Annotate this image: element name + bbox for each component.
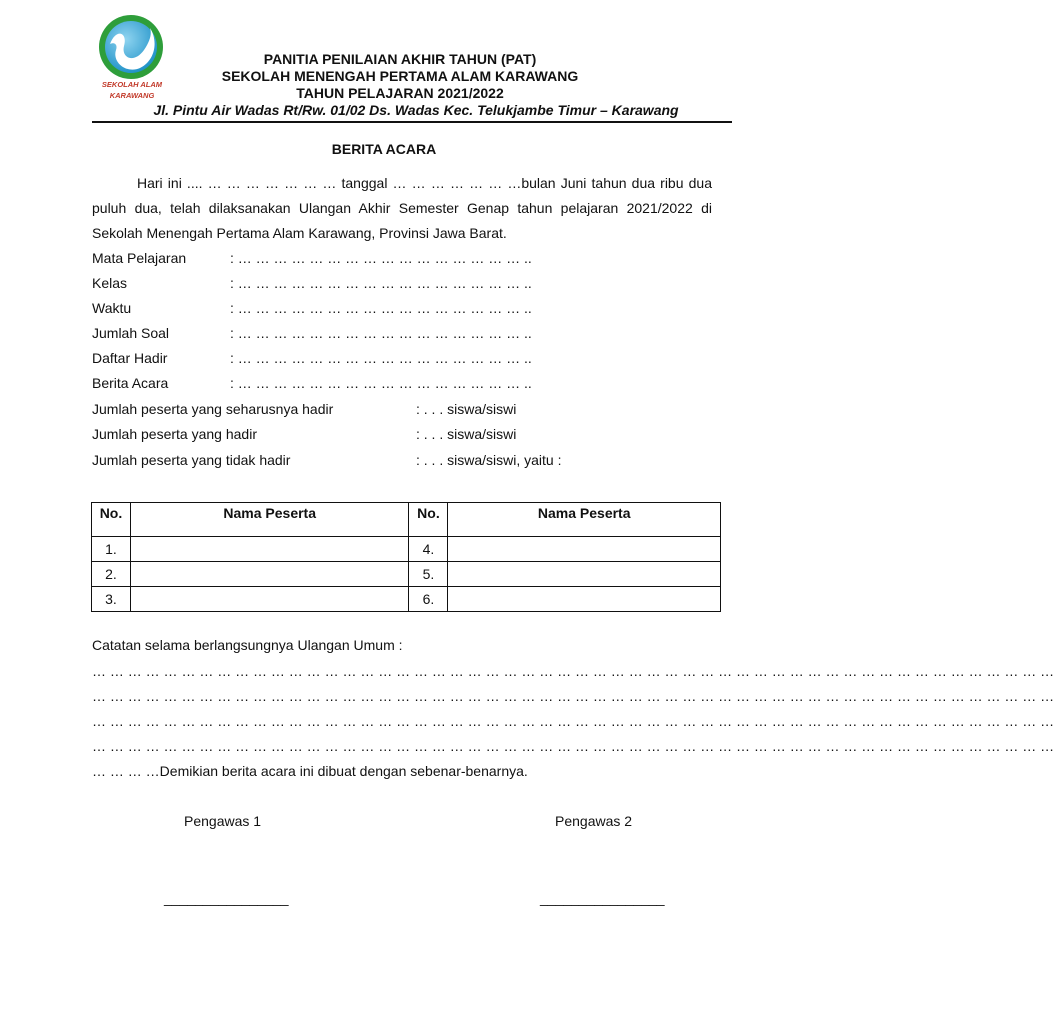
count-label-expected: Jumlah peserta yang seharusnya hadir: [92, 401, 334, 417]
count-label-present: Jumlah peserta yang hadir: [92, 426, 257, 442]
table-header-row: [92, 503, 721, 537]
table-row: [92, 537, 721, 562]
field-value-waktu: : … … … … … … … … … … … … … … … … ..: [230, 300, 532, 316]
participants-table: [91, 502, 721, 612]
intro-paragraph: [92, 171, 712, 246]
field-label-jumlah-soal: Jumlah Soal: [92, 325, 170, 341]
field-value-kelas: : … … … … … … … … … … … … … … … … ..: [230, 275, 532, 291]
signature-line-pengawas-1: ________________: [164, 890, 289, 906]
field-label-mata-pelajaran: Mata Pelajaran: [92, 250, 187, 266]
signature-label-pengawas-1: Pengawas 1: [184, 813, 262, 829]
table-cell-no: 2.: [92, 562, 131, 587]
field-label-berita-acara: Berita Acara: [92, 375, 169, 391]
table-header-name-1: Nama Peserta: [130, 503, 409, 537]
table-row: [92, 562, 721, 587]
table-cell-name[interactable]: [130, 587, 409, 612]
count-value-present: : . . . siswa/siswi: [416, 426, 517, 442]
document-title: BERITA ACARA: [331, 141, 437, 157]
logo-text-line1: SEKOLAH ALAM: [101, 80, 163, 89]
intro-text: Hari ini .... … … … … … … … tanggal … … … … … … …bulan Juni tahun dua ribu dua puluh dua, telah dilaksanakan Ulangan Akhir Semester Genap tahun pelajaran 2021/2022 di Sekolah Menengah Pertama Alam Karawang, Provinsi Jawa Barat.: [92, 175, 712, 241]
notes-dots-line-4: … … … … … … … … … … … … … … … … … … … … … … … … … … … … … … … … … … … … … … … … … … … … … … … … … … … … … …: [92, 738, 1054, 754]
table-cell-no: 3.: [92, 587, 131, 612]
table-header-no-2: No.: [409, 503, 448, 537]
table-cell-no: 4.: [409, 537, 448, 562]
notes-dots-line-2: … … … … … … … … … … … … … … … … … … … … … … … … … … … … … … … … … … … … … … … … … … … … … … … … … … … … … …: [92, 688, 1054, 704]
header-line-2: SEKOLAH MENENGAH PERTAMA ALAM KARAWANG: [221, 68, 579, 84]
field-label-waktu: Waktu: [92, 300, 132, 316]
table-cell-name[interactable]: [130, 537, 409, 562]
table-cell-name[interactable]: [448, 587, 721, 612]
field-value-daftar-hadir: : … … … … … … … … … … … … … … … … ..: [230, 350, 532, 366]
table-cell-no: 1.: [92, 537, 131, 562]
table-row: [92, 587, 721, 612]
table-cell-name[interactable]: [448, 562, 721, 587]
table-cell-name[interactable]: [130, 562, 409, 587]
logo-text-line2: KARAWANG: [109, 91, 155, 100]
table-cell-name[interactable]: [448, 537, 721, 562]
notes-label: Catatan selama berlangsungnya Ulangan Umum :: [92, 637, 403, 653]
signature-line-pengawas-2: ________________: [540, 890, 665, 906]
header-line-1: PANITIA PENILAIAN AKHIR TAHUN (PAT): [263, 51, 537, 67]
count-label-absent: Jumlah peserta yang tidak hadir: [92, 452, 291, 468]
notes-dots-line-3: … … … … … … … … … … … … … … … … … … … … … … … … … … … … … … … … … … … … … … … … … … … … … … … … … … … … … …: [92, 713, 1054, 729]
header-line-3: TAHUN PELAJARAN 2021/2022: [296, 85, 504, 101]
signature-label-pengawas-2: Pengawas 2: [555, 813, 633, 829]
table-header-no-1: No.: [92, 503, 131, 537]
field-label-daftar-hadir: Daftar Hadir: [92, 350, 168, 366]
count-value-expected: : . . . siswa/siswi: [416, 401, 517, 417]
notes-dots-line-1: … … … … … … … … … … … … … … … … … … … … … … … … … … … … … … … … … … … … … … … … … … … … … … … … … … … … … …: [92, 663, 1054, 679]
field-label-kelas: Kelas: [92, 275, 128, 291]
header-address: Jl. Pintu Air Wadas Rt/Rw. 01/02 Ds. Wadas Kec. Telukjambe Timur – Karawang: [153, 102, 679, 118]
closing-statement: … … … …Demikian berita acara ini dibuat dengan sebenar-benarnya.: [92, 763, 528, 779]
table-cell-no: 6.: [409, 587, 448, 612]
table-cell-no: 5.: [409, 562, 448, 587]
header-divider: [92, 121, 732, 123]
field-value-berita-acara: : … … … … … … … … … … … … … … … … ..: [230, 375, 532, 391]
count-value-absent: : . . . siswa/siswi, yaitu :: [416, 452, 562, 468]
field-value-jumlah-soal: : … … … … … … … … … … … … … … … … ..: [230, 325, 532, 341]
field-value-mata-pelajaran: : … … … … … … … … … … … … … … … … ..: [230, 250, 532, 266]
table-header-name-2: Nama Peserta: [448, 503, 721, 537]
